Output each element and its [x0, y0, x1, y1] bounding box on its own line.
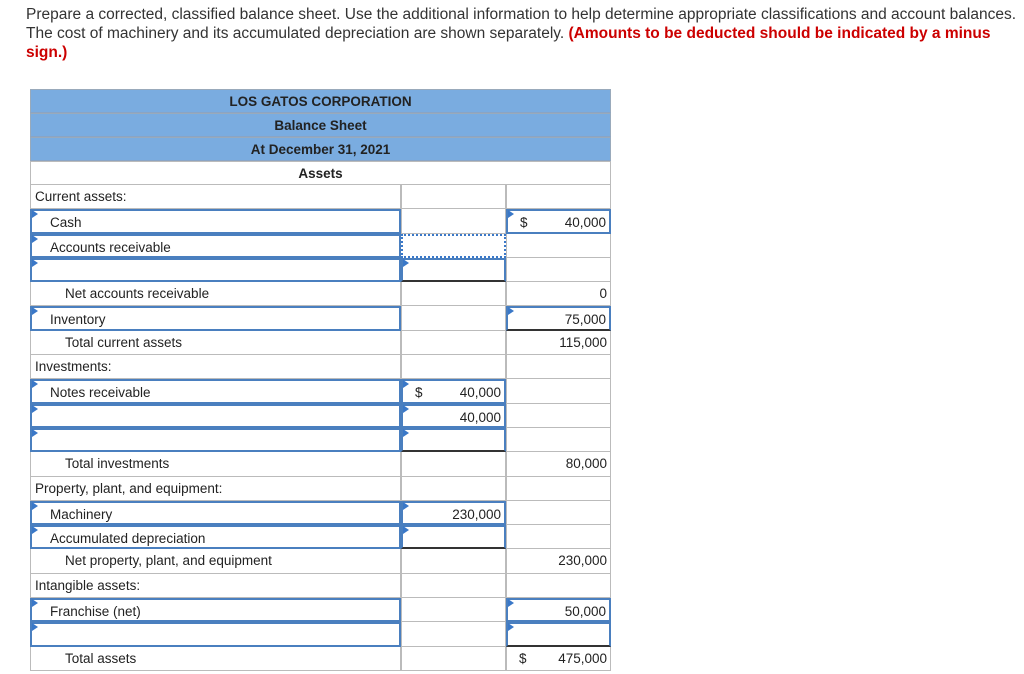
amount-col1-cell	[401, 647, 506, 671]
company-name: LOS GATOS CORPORATION	[30, 89, 611, 113]
amount-col2-cell	[506, 574, 611, 598]
table-row	[30, 355, 611, 379]
amount-col1-cell	[401, 209, 506, 233]
account-name-input[interactable]: Accounts receivable	[30, 234, 401, 258]
statement-date: At December 31, 2021	[30, 137, 611, 161]
amount-col1-cell	[401, 452, 506, 476]
amount-col2-cell	[506, 647, 611, 671]
table-row	[30, 647, 611, 671]
amount-col2-input[interactable]	[506, 598, 611, 622]
row-label: Intangible assets:	[30, 574, 401, 598]
account-name-input[interactable]	[30, 258, 401, 282]
amount-col2-cell	[506, 452, 611, 476]
amount-value: 230,000	[452, 506, 501, 522]
balance-sheet	[30, 89, 611, 671]
amount-col1-input[interactable]	[401, 501, 506, 525]
row-label: Property, plant, and equipment:	[30, 477, 401, 501]
amount-value: 50,000	[564, 604, 606, 620]
amount-col2-input[interactable]	[506, 306, 611, 330]
amount-value: 0	[599, 286, 607, 302]
account-name-input[interactable]	[30, 404, 401, 428]
amount-value: 40,000	[564, 215, 606, 231]
row-label: Net accounts receivable	[30, 282, 401, 306]
amount-col2-cell	[506, 477, 611, 501]
instructions	[26, 5, 1021, 62]
amount-col2-cell	[506, 282, 611, 306]
amount-col2-cell	[506, 404, 611, 428]
account-name-input[interactable]: Notes receivable	[30, 379, 401, 403]
row-label: Total investments	[30, 452, 401, 476]
table-row	[30, 234, 611, 258]
amount-value: 75,000	[564, 312, 606, 328]
amount-col2-input[interactable]	[506, 209, 611, 233]
account-name-input[interactable]	[30, 428, 401, 452]
amount-col1-cell	[401, 598, 506, 622]
instructions-text: Prepare a corrected, classified balance sheet. Use the additional information to help determine appropriate classifications and account balances. The cost of machinery and its accumulated depreciation are shown separately.	[26, 6, 1016, 42]
amount-value: 475,000	[558, 650, 607, 666]
row-label: Investments:	[30, 355, 401, 379]
table-row	[30, 549, 611, 573]
dollar-sign: $	[520, 215, 528, 231]
table-row	[30, 622, 611, 646]
amount-col1-cell	[401, 549, 506, 573]
section-title: Assets	[30, 161, 611, 185]
table-row	[30, 185, 611, 209]
amount-col1-input[interactable]	[401, 428, 506, 452]
amount-col1-cell	[401, 331, 506, 355]
amount-value: 80,000	[565, 456, 607, 472]
row-label: Total assets	[30, 647, 401, 671]
amount-col2-cell	[506, 331, 611, 355]
amount-col2-input[interactable]	[506, 622, 611, 646]
table-row	[30, 306, 611, 330]
amount-col1-cell	[401, 282, 506, 306]
table-row	[30, 477, 611, 501]
amount-col2-cell	[506, 379, 611, 403]
instructions-emphasis: (Amounts to be deducted should be indicated by a minus sign.)	[26, 25, 991, 61]
row-label: Net property, plant, and equipment	[30, 549, 401, 573]
table-row	[30, 428, 611, 452]
table-row	[30, 452, 611, 476]
table-row	[30, 282, 611, 306]
table-row	[30, 331, 611, 355]
account-name-input[interactable]: Accumulated depreciation	[30, 525, 401, 549]
amount-col2-cell	[506, 525, 611, 549]
table-row	[30, 379, 611, 403]
amount-col1-cell	[401, 622, 506, 646]
amount-col1-cell	[401, 234, 506, 258]
amount-col2-cell	[506, 428, 611, 452]
statement-title: Balance Sheet	[30, 113, 611, 137]
amount-col1-cell	[401, 306, 506, 330]
amount-value: 40,000	[459, 409, 501, 425]
amount-col1-input[interactable]	[401, 404, 506, 428]
amount-col1-cell	[401, 477, 506, 501]
account-name-input[interactable]: Franchise (net)	[30, 598, 401, 622]
amount-col1-input[interactable]	[401, 379, 506, 403]
account-name-input[interactable]: Inventory	[30, 306, 401, 330]
account-name-input[interactable]: Cash	[30, 209, 401, 233]
dollar-sign: $	[519, 650, 527, 666]
amount-col2-cell	[506, 355, 611, 379]
amount-col1-input[interactable]	[401, 525, 506, 549]
table-row	[30, 574, 611, 598]
table-row	[30, 598, 611, 622]
amount-value: 40,000	[459, 385, 501, 401]
amount-value: 115,000	[559, 334, 607, 350]
row-label: Current assets:	[30, 185, 401, 209]
table-row	[30, 525, 611, 549]
amount-col2-cell	[506, 501, 611, 525]
row-label: Total current assets	[30, 331, 401, 355]
table-row	[30, 404, 611, 428]
table-row	[30, 258, 611, 282]
table-row	[30, 501, 611, 525]
account-name-input[interactable]: Machinery	[30, 501, 401, 525]
amount-col2-cell	[506, 185, 611, 209]
dollar-sign: $	[415, 385, 423, 401]
balance-sheet-rows	[30, 185, 611, 671]
amount-col2-cell	[506, 549, 611, 573]
amount-col2-cell	[506, 234, 611, 258]
amount-col1-input[interactable]	[401, 258, 506, 282]
amount-col1-cell	[401, 355, 506, 379]
table-row	[30, 209, 611, 233]
amount-col1-cell	[401, 574, 506, 598]
amount-value: 230,000	[558, 553, 607, 569]
amount-col2-cell	[506, 258, 611, 282]
account-name-input[interactable]	[30, 622, 401, 646]
amount-col1-cell	[401, 185, 506, 209]
